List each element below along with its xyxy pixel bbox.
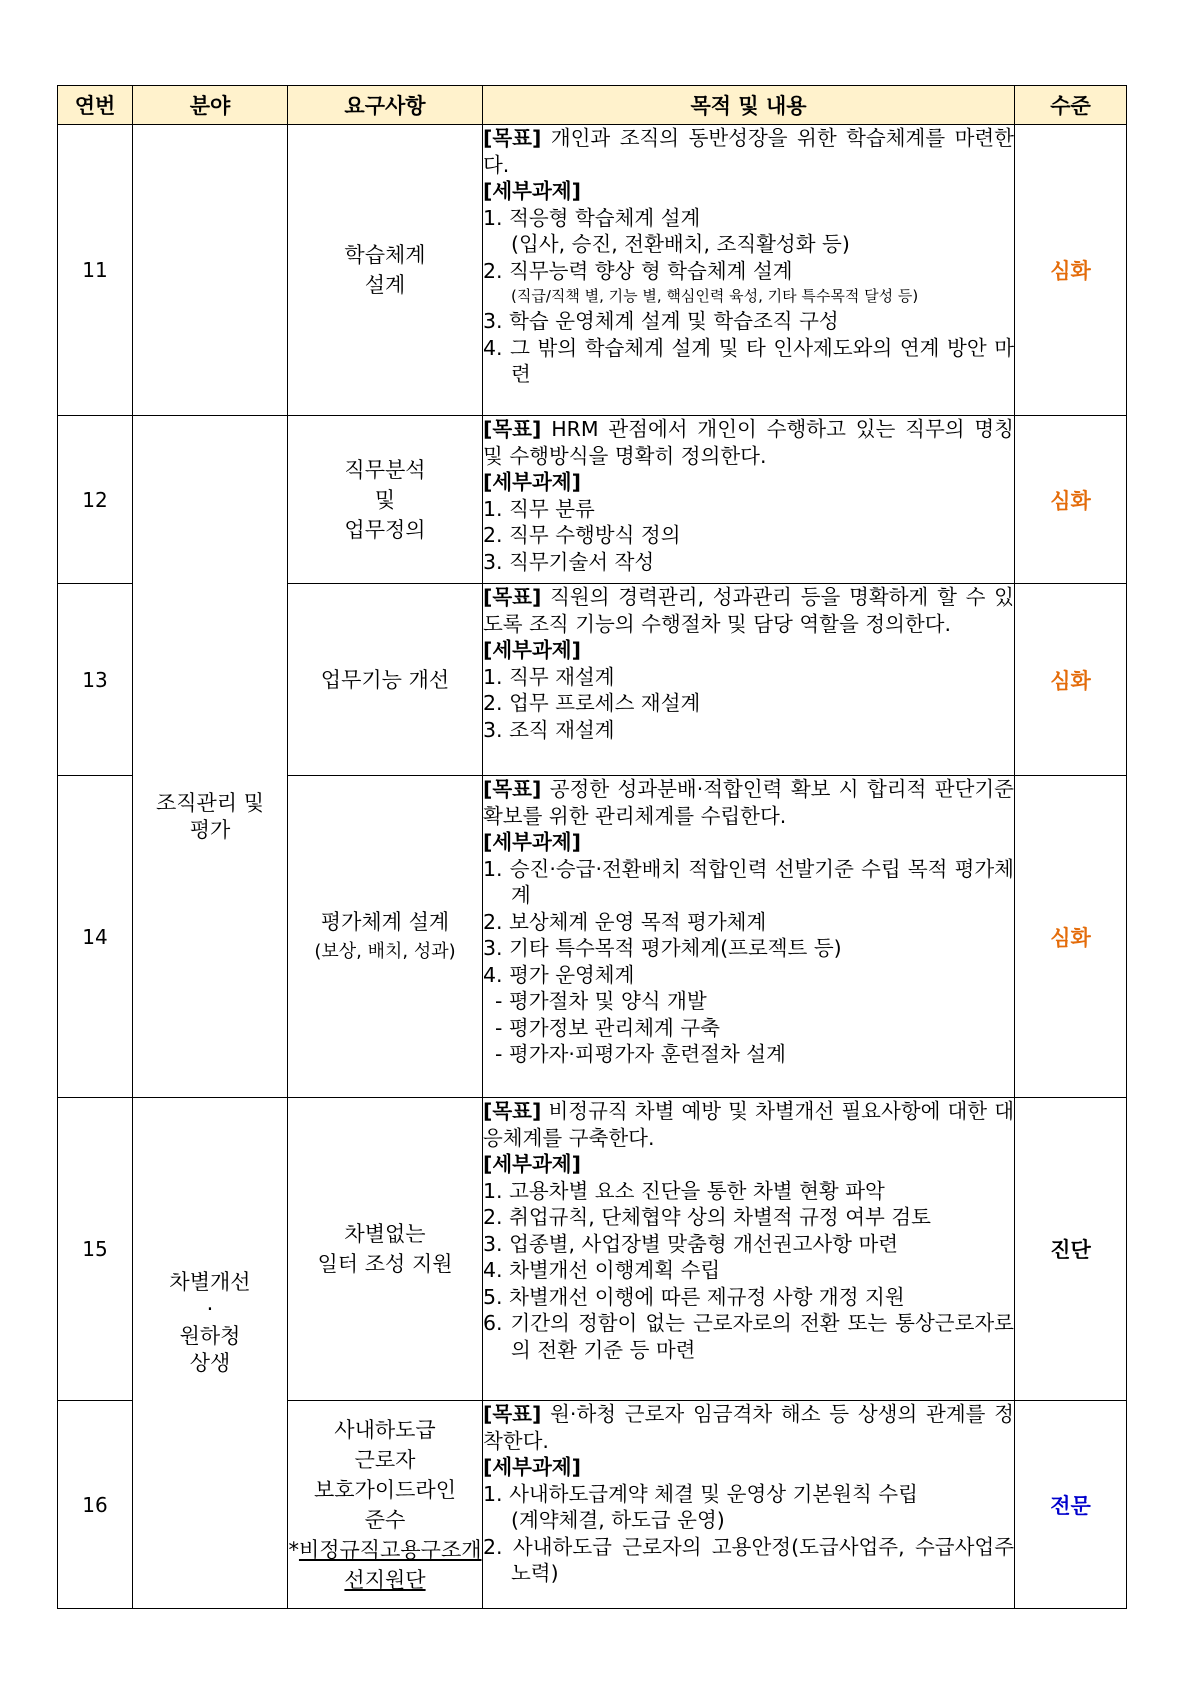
requirement-line: 차별없는 [344,1222,426,1246]
field-label: 원하청 [179,1324,241,1348]
field-cell [133,416,288,1098]
row-number: 14 [58,776,133,1098]
requirement-cell [288,125,483,416]
purpose-cell [483,1098,1015,1401]
purpose-cell [483,584,1015,776]
requirement-line: 근로자 [354,1447,416,1472]
task-subitem: (입사, 승진, 전환배치, 조직활성화 등) [511,232,850,256]
task-item: 4. 차별개선 이행계획 수립 [483,1258,721,1282]
requirement-note: *비정규직고용구조개선지원단 [288,1537,482,1592]
task-subitem: - 평가자·피평가자 훈련절차 설계 [495,1042,786,1066]
task-item: 1. 사내하도급계약 체결 및 운영상 기본원칙 수립 [483,1481,918,1506]
task-subitem: (계약체결, 하도급 운영) [511,1508,725,1532]
row-number: 13 [58,584,133,776]
requirement-cell [288,584,483,776]
task-item: 2. 직무 수행방식 정의 [483,523,681,547]
row-number: 12 [58,416,133,584]
task-item: 4. 그 밖의 학습체계 설계 및 타 인사제도와의 연계 방안 마련 [483,335,1014,386]
task-item: 1. 고용차별 요소 진단을 통한 차별 현황 파악 [483,1178,885,1203]
table-row [58,416,1127,584]
task-subitem: - 평가절차 및 양식 개발 [495,989,707,1013]
goal-text: [목표] 비정규직 차별 예방 및 차별개선 필요사항에 대한 대응체계를 구축한다. [483,1099,1014,1150]
requirement-cell [288,776,483,1098]
field-cell [133,1098,288,1609]
task-item: 3. 기타 특수목적 평가체계(프로젝트 등) [483,936,842,960]
task-item: 1. 직무 재설계 [483,664,615,689]
requirement-line: 업무기능 개선 [320,667,450,692]
requirement-cell [288,1098,483,1401]
purpose-cell [483,125,1015,416]
task-item: 2. 취업규칙, 단체협약 상의 차별적 규정 여부 검토 [483,1205,931,1229]
level-badge: 심화 [1015,416,1127,584]
requirement-line: 준수 [364,1507,406,1532]
task-item: 2. 사내하도급 근로자의 고용안정(도급사업주, 수급사업주 노력) [483,1534,1014,1585]
goal-text: [목표] 직원의 경력관리, 성과관리 등을 명확하게 할 수 있도록 조직 기능의 수행절차 및 담당 역할을 정의한다. [483,585,1014,636]
requirement-line: 업무정의 [344,517,426,542]
goal-text: [목표] 개인과 조직의 동반성장을 위한 학습체계를 마련한다. [483,126,1014,177]
field-label: · [206,1297,214,1321]
requirement-line: 평가체계 설계 [320,909,450,934]
task-item: 2. 직무능력 향상 형 학습체계 설계 [483,258,793,283]
purpose-cell [483,776,1015,1098]
support-group-link[interactable]: 비정규직고용구조개선지원단 [298,1537,482,1592]
tasks-tag: [세부과제] [483,1455,581,1479]
row-number: 16 [58,1401,133,1609]
header-no: 연번 [58,86,133,125]
requirement-line: 및 [374,487,396,512]
task-item: 4. 평가 운영체계 [483,962,635,987]
field-label: 상생 [189,1351,231,1375]
requirement-line: 보호가이드라인 [313,1477,456,1502]
requirements-table [57,85,1127,1609]
goal-text: [목표] 원·하청 근로자 임금격차 해소 등 상생의 관계를 정착한다. [483,1402,1014,1453]
goal-tag: [목표] [483,126,542,150]
requirement-line: 일터 조성 지원 [317,1252,453,1276]
task-item: 1. 승진·승급·전환배치 적합인력 선발기준 수립 목적 평가체계 [483,856,1014,907]
requirement-line: 사내하도급 [334,1417,436,1442]
task-item: 3. 조직 재설계 [483,717,615,742]
row-number: 11 [58,125,133,416]
purpose-cell [483,1401,1015,1609]
tasks-tag: [세부과제] [483,1152,581,1176]
table-row [58,1098,1127,1401]
tasks-tag: [세부과제] [483,830,581,854]
header-level: 수준 [1015,86,1127,125]
task-item: 3. 직무기술서 작성 [483,549,655,574]
row-number: 15 [58,1098,133,1401]
task-subitem: (직급/직책 별, 기능 별, 핵심인력 육성, 기타 특수목적 달성 등) [511,287,919,305]
level-badge: 진단 [1015,1098,1127,1401]
header-field: 분야 [133,86,288,125]
requirement-cell [288,416,483,584]
task-item: 3. 업종별, 사업장별 맞춤형 개선권고사항 마련 [483,1231,899,1256]
tasks-tag: [세부과제] [483,470,581,494]
field-label: 조직관리 및 평가 [155,790,265,842]
field-cell-empty [133,125,288,416]
task-item: 2. 업무 프로세스 재설계 [483,691,701,715]
level-badge: 전문 [1015,1401,1127,1609]
requirement-line: (보상, 배치, 성과) [314,940,456,962]
task-item: 5. 차별개선 이행에 따른 제규정 사항 개정 지원 [483,1284,905,1309]
purpose-cell [483,416,1015,584]
task-item: 6. 기간의 정함이 없는 근로자로의 전환 또는 통상근로자로의 전환 기준 등 마련 [483,1311,1014,1362]
task-item: 3. 학습 운영체계 설계 및 학습조직 구성 [483,309,839,333]
task-item: 1. 직무 분류 [483,496,595,521]
level-badge: 심화 [1015,125,1127,416]
requirement-line: 직무분석 [344,457,426,482]
goal-text: [목표] 공정한 성과분배·적합인력 확보 시 합리적 판단기준 확보를 위한 관리체계를 수립한다. [483,777,1014,828]
field-label: 차별개선 [169,1270,251,1294]
requirement-line: 학습체계 [344,243,426,267]
task-subitem: - 평가정보 관리체계 구축 [495,1015,720,1040]
header-requirement: 요구사항 [288,86,483,125]
level-badge: 심화 [1015,776,1127,1098]
table-row [58,125,1127,416]
task-item: 1. 적응형 학습체계 설계 [483,205,701,230]
requirement-line: 설계 [364,273,406,297]
header-row [58,86,1127,125]
header-purpose: 목적 및 내용 [483,86,1015,125]
level-badge: 심화 [1015,584,1127,776]
tasks-tag: [세부과제] [483,638,581,662]
goal-text: [목표] HRM 관점에서 개인이 수행하고 있는 직무의 명칭 및 수행방식을 명확히 정의한다. [483,417,1014,468]
task-item: 2. 보상체계 운영 목적 평가체계 [483,909,767,934]
requirement-cell [288,1401,483,1609]
tasks-tag: [세부과제] [483,179,581,203]
